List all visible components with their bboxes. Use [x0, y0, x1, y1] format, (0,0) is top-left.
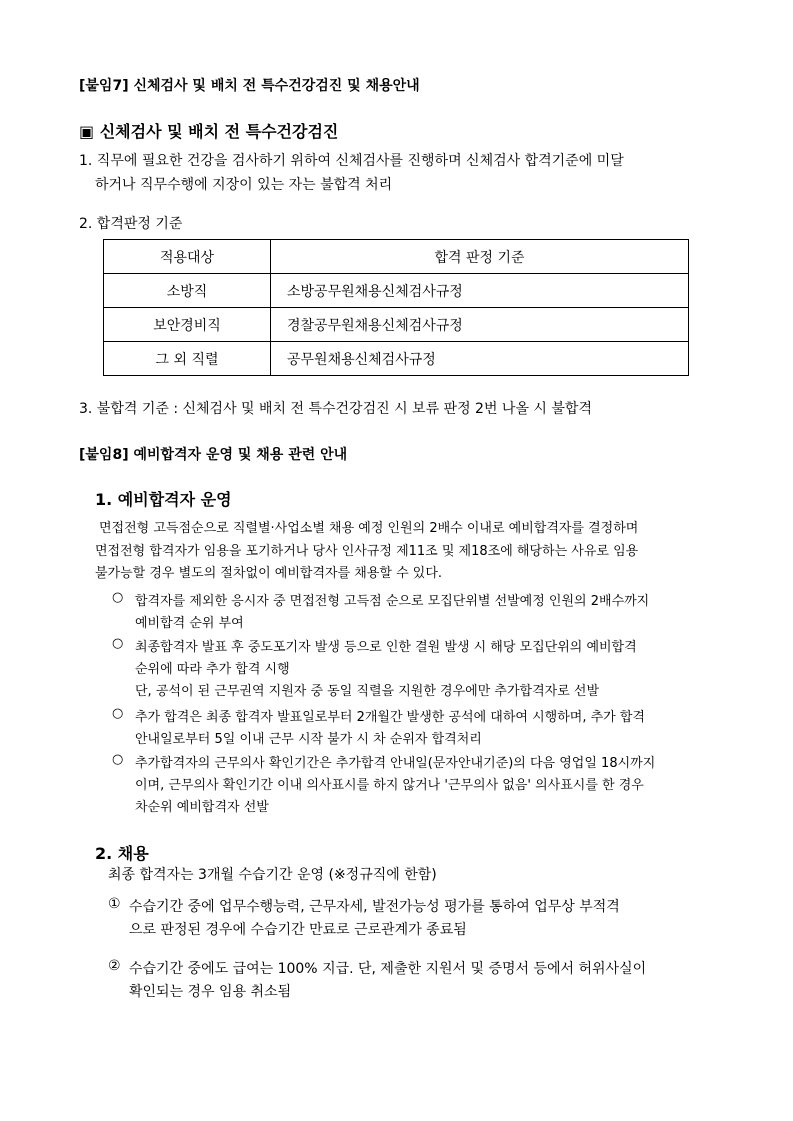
attach8-section1-title: 1. 예비합격자 운영 [95, 490, 232, 509]
attach7-item1-line1: 1. 직무에 필요한 건강을 검사하기 위하여 신체검사를 진행하며 신체검사 합격기준에 미달 [79, 153, 624, 169]
table-row [104, 308, 689, 342]
table-cell-criteria: 경찰공무원채용신체검사규정 [271, 308, 689, 342]
attach7-item2-title: 2. 합격판정 기준 [79, 216, 183, 232]
attach8-section2-title: 2. 채용 [95, 844, 149, 863]
circled-one-icon: ① [108, 896, 121, 912]
bullet2-line1: 최종합격자 발표 후 중도포기자 발생 등으로 인한 결원 발생 시 해당 모집단위의 예비합격 [135, 640, 637, 655]
attach8-para-line1: 면접전형 고득점순으로 직렬별·사업소별 채용 예정 인원의 2배수 이내로 예비합격자를 결정하며 [99, 521, 639, 536]
clause1-line1: 수습기간 중에 업무수행능력, 근무자세, 발전가능성 평가를 통하여 업무상 부적격 [129, 899, 620, 915]
table-header-cell: 합격 판정 기준 [271, 240, 689, 274]
bullet2-line2: 순위에 따라 추가 합격 시행 [135, 662, 290, 677]
table-cell-criteria: 공무원채용신체검사규정 [271, 342, 689, 376]
attach7-section-title: 신체검사 및 배치 전 특수건강검진 [99, 122, 339, 141]
bullet4-line1: 추가합격자의 근무의사 확인기간은 추가합격 안내일(문자안내기준)의 다음 영업일 18시까지 [135, 756, 656, 771]
table-header-cell: 적용대상 [104, 240, 271, 274]
attach7-section-heading [79, 119, 338, 142]
circle-bullet-icon: ○ [112, 706, 124, 721]
circle-bullet-icon: ○ [112, 636, 124, 651]
table-cell-target: 보안경비직 [104, 308, 271, 342]
table-row [104, 342, 689, 376]
attach7-item3: 3. 불합격 기준 : 신체검사 및 배치 전 특수건강검진 시 보류 판정 2번 나올 시 불합격 [79, 401, 592, 417]
attach8-title: [붙임8] 예비합격자 운영 및 채용 관련 안내 [79, 447, 348, 463]
table-row [104, 274, 689, 308]
attach8-para-line3: 불가능할 경우 별도의 절차없이 예비합격자를 채용할 수 있다. [95, 566, 443, 581]
attach8-para-line2: 면접전형 합격자가 임용을 포기하거나 당사 인사규정 제11조 및 제18조에 해당하는 사유로 임용 [95, 544, 639, 559]
circled-two-icon: ② [108, 958, 121, 974]
bullet2-line3: 단, 공석이 된 근무권역 지원자 중 동일 직렬을 지원한 경우에만 추가합격자로 선발 [135, 684, 600, 699]
bullet1-line2: 예비합격 순위 부여 [135, 616, 244, 631]
table-cell-target: 소방직 [104, 274, 271, 308]
pass-criteria-table [103, 239, 689, 376]
attach7-item1-line2: 하거나 직무수행에 지장이 있는 자는 불합격 처리 [95, 177, 393, 193]
circle-bullet-icon: ○ [112, 590, 124, 605]
attach7-title: [붙임7] 신체검사 및 배치 전 특수건강검진 및 채용안내 [79, 78, 420, 94]
circle-bullet-icon: ○ [112, 752, 124, 767]
clause2-line2: 확인되는 경우 임용 취소됨 [129, 984, 292, 1000]
clause1-line2: 으로 판정된 경우에 수습기간 만료로 근로관계가 종료됨 [129, 922, 467, 938]
square-marker-icon: ▣ [79, 122, 95, 141]
bullet3-line1: 추가 합격은 최종 합격자 발표일로부터 2개월간 발생한 공석에 대하여 시행하며, 추가 합격 [135, 710, 645, 725]
bullet4-line2: 이며, 근무의사 확인기간 이내 의사표시를 하지 않거나 '근무의사 없음' 의사표시를 한 경우 [135, 778, 644, 793]
clause2-line1: 수습기간 중에도 급여는 100% 지급. 단, 제출한 지원서 및 증명서 등에서 허위사실이 [129, 961, 647, 977]
bullet4-line3: 차순위 예비합격자 선발 [135, 800, 269, 815]
bullet3-line2: 안내일로부터 5일 이내 근무 시작 불가 시 차 순위자 합격처리 [135, 732, 482, 747]
bullet1-line1: 합격자를 제외한 응시자 중 면접전형 고득점 순으로 모집단위별 선발예정 인원의 2배수까지 [135, 594, 650, 609]
table-cell-criteria: 소방공무원채용신체검사규정 [271, 274, 689, 308]
table-cell-target: 그 외 직렬 [104, 342, 271, 376]
table-header-row [104, 240, 689, 274]
attach8-section2-intro: 최종 합격자는 3개월 수습기간 운영 (※정규직에 한함) [108, 867, 437, 883]
